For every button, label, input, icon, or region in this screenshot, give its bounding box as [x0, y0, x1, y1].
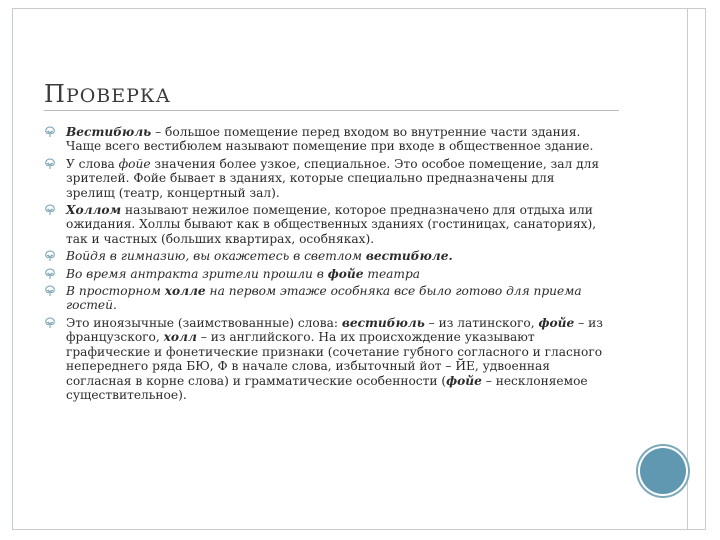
fleuron-bullet-icon	[44, 268, 56, 280]
bullet-text: – несклоняемое существительное).	[66, 373, 588, 402]
bullet-text: В просторном	[66, 284, 165, 299]
term-hall: Холлом	[66, 203, 122, 218]
term-vestibule: Вестибюль	[66, 125, 152, 139]
fleuron-bullet-icon	[44, 250, 56, 262]
bullet-list	[44, 125, 604, 405]
term-hall: холле	[164, 284, 206, 299]
list-item	[44, 267, 604, 281]
decorative-circle	[640, 448, 686, 494]
slide-title	[44, 80, 171, 108]
term-foyer: фойе	[538, 315, 575, 330]
fleuron-bullet-icon	[44, 126, 56, 138]
bullet-text: театра	[363, 266, 421, 281]
slide-right-rule	[687, 8, 688, 530]
list-item	[44, 316, 604, 402]
list-item	[44, 125, 604, 154]
bullet-text: Войдя в гимназию, вы окажетесь в светлом	[66, 249, 366, 264]
term-foyer: фойе	[446, 373, 482, 388]
title-underline	[44, 110, 619, 111]
bullet-text: – большое помещение перед входом во внутренние части здания. Чаще всего вестибюлем называют помещение при входе в общественное здание.	[66, 125, 594, 154]
bullet-text: – из французского,	[66, 315, 603, 345]
title-rest: РОВЕРКА	[65, 85, 172, 107]
fleuron-bullet-icon	[44, 317, 56, 329]
term-foyer: фойе	[118, 156, 151, 171]
bullet-text: Это иноязычные (заимствованные) слова:	[66, 315, 342, 330]
bullet-text: У слова	[66, 156, 119, 171]
title-first-letter: П	[44, 80, 66, 108]
fleuron-bullet-icon	[44, 158, 56, 170]
bullet-text: – из английского. На их происхождение указывают графические и фонетические признаки (сочетание губного согласного и гласного непереднего ряда БЮ, Ф в начале слова, избыточный йот – ЙЕ, удвоенная согласная в корне слова) и грамматические особенности (	[66, 330, 603, 388]
fleuron-bullet-icon	[44, 285, 56, 297]
bullet-text: называют нежилое помещение, которое предназначено для отдыха или ожидания. Холлы бывают как в общественных зданиях (гостиницах, санаториях), так и частных (больших квартирах, особняках).	[66, 203, 597, 246]
bullet-text: на первом этаже особняка все было готово для приема гостей.	[66, 284, 582, 313]
term-vestibule: вестибюле.	[365, 249, 453, 264]
term-foyer: фойе	[327, 266, 364, 281]
list-item	[44, 284, 604, 313]
term-vestibule: вестибюль	[341, 315, 425, 330]
list-item	[44, 249, 604, 263]
list-item	[44, 203, 604, 246]
term-hall: холл	[163, 330, 197, 345]
fleuron-bullet-icon	[44, 204, 56, 216]
bullet-text: – из латинского,	[424, 315, 539, 330]
list-item	[44, 157, 604, 200]
bullet-text: значения более узкое, специальное. Это особое помещение, зал для зрителей. Фойе бывает в зданиях, которые специально предназначены для зрелищ (театр, концертный зал).	[66, 156, 600, 200]
bullet-text: Во время антракта зрители прошли в	[66, 266, 328, 281]
